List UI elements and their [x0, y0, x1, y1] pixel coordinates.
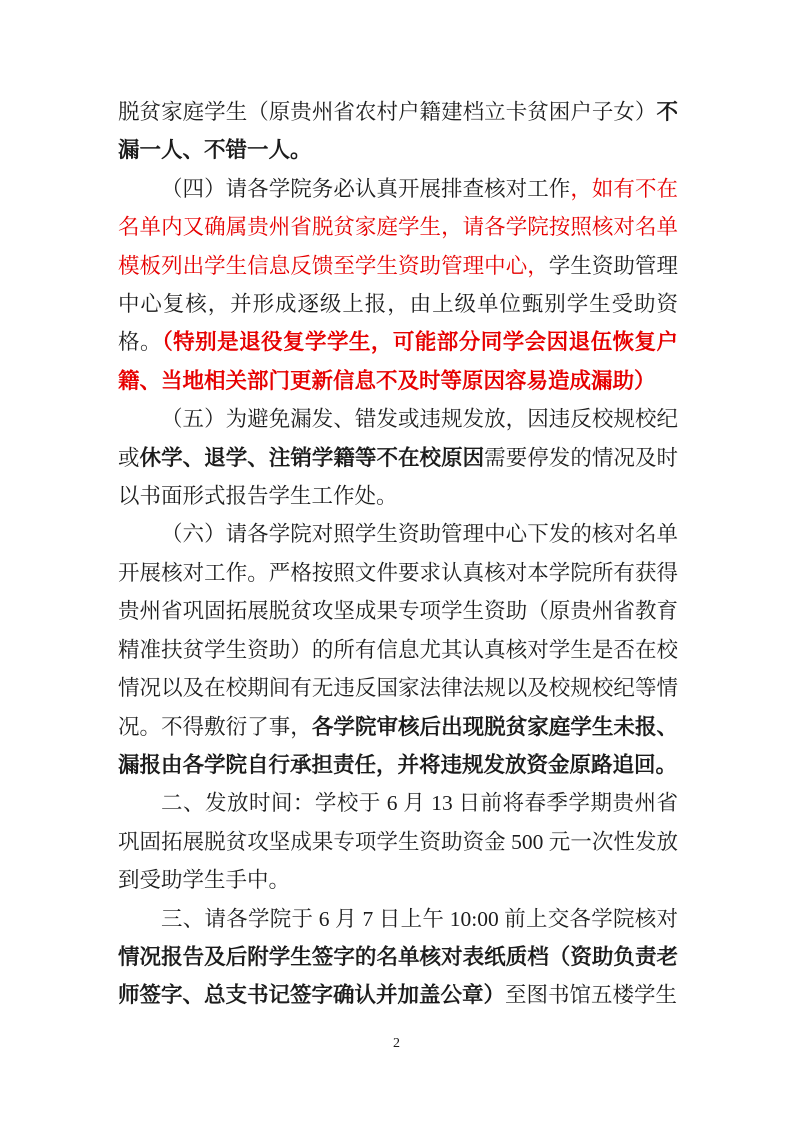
text-segment: 二、发放时间：学校于 6 月 13 日前将春季学期贵州省巩固拓展脱贫攻坚成果专项学生资助资金 500 元一次性发放到受助学生手中。 — [118, 791, 678, 893]
paragraph-section-2 — [118, 784, 678, 899]
paragraph-section-3 — [118, 900, 678, 1015]
document-body — [118, 93, 678, 1015]
text-segment-red-bold: （特别是退役复学学生，可能部分同学会因退伍恢复户籍、当地相关部门更新信息不及时等原因容易造成漏助） — [118, 330, 678, 393]
page-footer — [0, 1034, 793, 1054]
text-segment: 脱贫家庭学生（原贵州省农村户籍建档立卡贫困户子女） — [118, 100, 657, 124]
text-segment: （六）请各学院对照学生资助管理中心下发的核对名单开展核对工作。严格按照文件要求认真核对本学院所有获得贵州省巩固拓展脱贫攻坚成果专项学生资助（原贵州省教育精准扶贫学生资助）的所有信息尤其认真核对学生是否在校情况以及在校期间有无违反国家法律法规以及校规校纪等情况。不得敷衍了事， — [118, 522, 678, 739]
text-segment: 需要停发的情况及时以书面形式报告学生工作处。 — [118, 445, 678, 509]
text-segment: 至图书馆五楼学生 — [505, 983, 678, 1008]
paragraph-item-6 — [118, 515, 678, 784]
text-segment: 学生资助管理中心复核，并形成逐级上报，由上级单位甄别学生受助资格。 — [118, 253, 678, 355]
text-segment-bold: 休学、退学、注销学籍等不在校原因 — [139, 445, 485, 470]
paragraph-continuation — [118, 93, 678, 170]
paragraph-item-5 — [118, 400, 678, 515]
text-segment-bold: 情况报告及后附学生签字的名单核对表纸质档（资助负责老师签字、总支书记签字确认并加盖公章） — [118, 944, 678, 1008]
text-segment-bold: 各学院审核后出现脱贫家庭学生未报、漏报由各学院自行承担责任，并将违规发放资金原路追回。 — [118, 714, 678, 777]
text-segment: （五）为避免漏发、错发或违规发放，因违反校规校纪或 — [118, 407, 678, 470]
text-segment-red: ，如有不在名单内又确属贵州省脱贫家庭学生，请各学院按照核对名单模板列出学生信息反馈至学生资助管理中心， — [118, 176, 678, 278]
text-segment-bold: 不漏一人、不错一人。 — [118, 100, 678, 163]
page-number: 2 — [393, 1036, 400, 1051]
text-segment: （四）请各学院务必认真开展排查核对工作 — [161, 176, 571, 201]
text-segment: 三、请各学院于 6 月 7 日上午 10:00 前上交各学院核对 — [161, 906, 678, 931]
paragraph-item-4 — [118, 170, 678, 400]
